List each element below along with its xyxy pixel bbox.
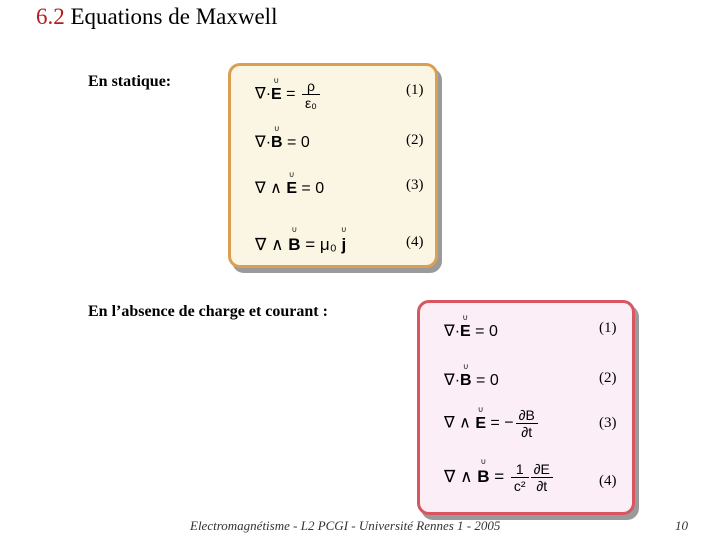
section-title: Equations de Maxwell [70, 4, 278, 29]
static-eq-1: ∇·∪ E = $\frac{\rho}{\text{ε₀}}$ [255, 78, 320, 111]
free-ref-2: (2) [599, 370, 617, 386]
free-ref-3: (3) [599, 415, 617, 431]
static-eq-2: ∇·∪ B = 0 [255, 132, 310, 152]
page-number: 10 [675, 518, 688, 533]
free-eq-1: ∇·∪ E = 0 [444, 321, 498, 341]
section-number: 6.2 [36, 4, 65, 29]
static-equations-box [228, 63, 438, 268]
free-equations-box [417, 300, 635, 515]
free-label: En l’absence de charge et courant : [88, 303, 328, 320]
static-ref-3: (3) [406, 177, 424, 193]
static-label: En statique: [88, 73, 172, 90]
slide-title [36, 4, 277, 30]
static-ref-2: (2) [406, 132, 424, 148]
free-eq-2: ∇·∪ B = 0 [444, 370, 499, 390]
static-ref-1: (1) [406, 82, 424, 98]
static-ref-4: (4) [406, 234, 424, 250]
free-ref-4: (4) [599, 473, 617, 489]
footer-text: Electromagnétisme - L2 PCGI - Université Rennes 1 - 2005 [190, 518, 501, 533]
free-eq-4: ∇ ∧ ∪ B = $\frac{1}{\text{c²}}$ $\frac{\partial E}{\partial t}$ [444, 461, 553, 494]
static-eq-4: ∇ ∧ ∪ B = μ₀ ∪ j [255, 235, 346, 255]
free-ref-1: (1) [599, 320, 617, 336]
free-eq-3: ∇ ∧ ∪ E = − $\frac{\partial B}{\partial t}$ [444, 407, 538, 440]
static-eq-3: ∇ ∧ ∪ E = 0 [255, 178, 324, 198]
